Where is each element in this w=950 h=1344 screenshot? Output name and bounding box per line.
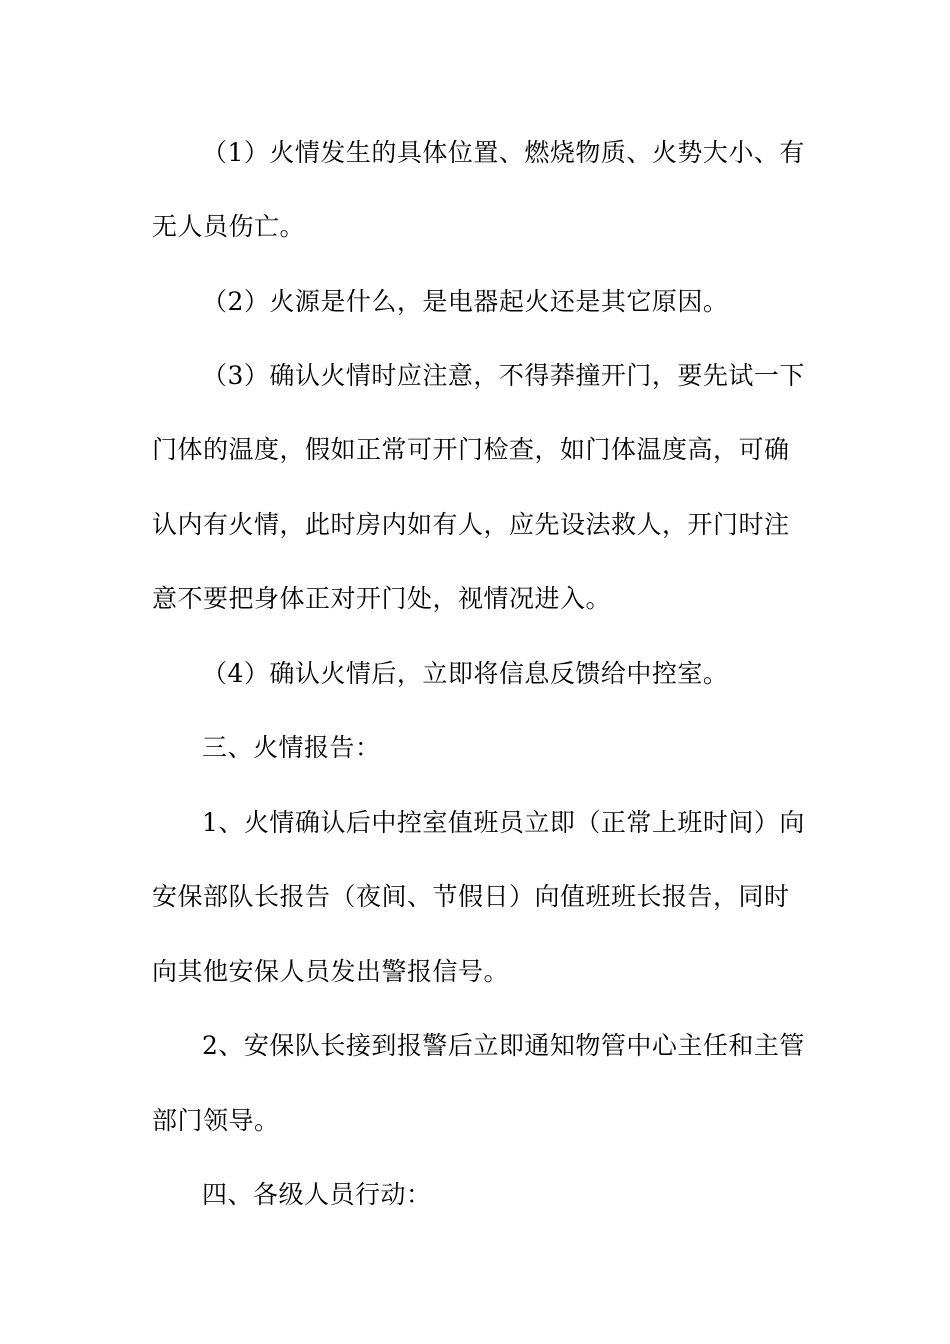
paragraph-line: 无人员伤亡。 [152, 212, 306, 241]
paragraph-line: 部门领导。 [152, 1106, 280, 1135]
paragraph-line: （1）火情发生的具体位置、燃烧物质、火势大小、有 [202, 138, 805, 167]
paragraph-line: 门体的温度，假如正常可开门检查，如门体温度高，可确 [152, 435, 790, 464]
paragraph-line: 向其他安保人员发出警报信号。 [152, 957, 510, 986]
paragraph-line: 意不要把身体正对开门处，视情况进入。 [152, 584, 612, 613]
paragraph-line: 1、火情确认后中控室值班员立即（正常上班时间）向 [202, 808, 805, 837]
paragraph-line: 安保部队长报告（夜间、节假日）向值班班长报告，同时 [152, 882, 790, 911]
paragraph-line: 认内有火情，此时房内如有人，应先设法救人，开门时注 [152, 510, 790, 539]
section-heading: 四、各级人员行动： [202, 1180, 432, 1209]
paragraph-line: 2、安保队长接到报警后立即通知物管中心主任和主管 [202, 1031, 805, 1060]
section-heading: 三、火情报告： [202, 733, 381, 762]
paragraph-line: （2）火源是什么，是电器起火还是其它原因。 [202, 287, 729, 316]
paragraph-line: （3）确认火情时应注意，不得莽撞开门，要先试一下 [202, 361, 805, 390]
paragraph-line: （4）确认火情后，立即将信息反馈给中控室。 [202, 659, 729, 688]
